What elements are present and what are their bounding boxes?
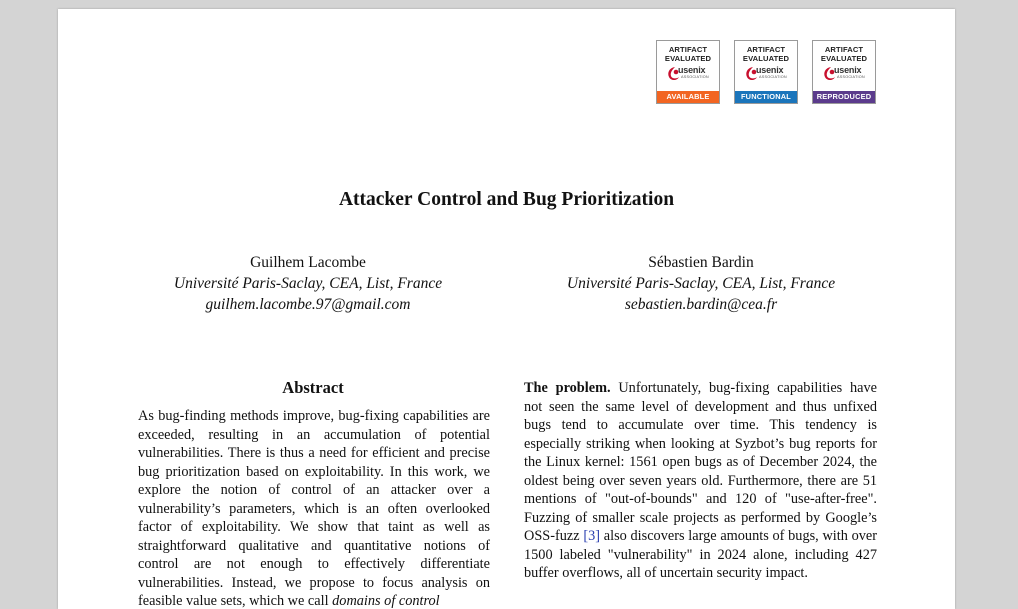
badge-available [656,40,720,104]
author-affiliation: Université Paris-Saclay, CEA, List, France [173,275,443,292]
usenix-wordmark: usenix [678,65,706,75]
author-email[interactable]: guilhem.lacombe.97@gmail.com [205,296,411,313]
problem-heading: The problem. [524,380,611,396]
usenix-wordmark: usenix [834,65,862,75]
abstract-heading: Abstract [282,378,344,397]
abstract-paragraph [138,407,490,609]
author-block-1 [128,252,488,315]
badge-status: AVAILABLE [657,91,719,103]
badge-reproduced [812,40,876,104]
artifact-badges [656,40,878,105]
paper-page [58,9,955,609]
abstract-italic-term: domains of control [332,593,440,609]
badge-status: REPRODUCED [813,91,875,103]
citation-link[interactable]: [3] [583,528,601,544]
usenix-logo [735,65,797,84]
usenix-logo [813,65,875,84]
badge-status: FUNCTIONAL [735,91,797,103]
paper-title: Attacker Control and Bug Prioritization [338,189,675,210]
author-name: Sébastien Bardin [648,254,754,271]
badge-functional [734,40,798,104]
badge-line2: EVALUATED [820,54,868,63]
badge-line1: ARTIFACT [668,45,708,54]
badge-line1: ARTIFACT [746,45,786,54]
author-block-2 [521,252,881,315]
usenix-association: ASSOCIATION [759,75,787,79]
usenix-logo [657,65,719,84]
problem-text-2: also discovers large amounts of bugs, with over 1500 labeled "vulnerability" in 2024 alone, including 427 buffer overflows, all of uncertain security impact. [524,528,878,581]
problem-paragraph [524,379,877,583]
author-name: Guilhem Lacombe [250,254,366,271]
author-affiliation: Université Paris-Saclay, CEA, List, France [566,275,836,292]
usenix-association: ASSOCIATION [837,75,865,79]
badge-line2: EVALUATED [742,54,790,63]
problem-text-1: Unfortunately, bug-fixing capabilities have not seen the same level of development and thus unfixed bugs tend to accumulate over time. This tendency is especially striking when looking at Syzbot’s bug reports for the Linux kernel: 1561 open bugs as of December 2024, the oldest being over seven years old. Furthermore, there are 51 mentions of "out-of-bounds" and 120 of "use-after-free". Fuzzing of smaller scale projects as performed by Google’s OSS-fuzz [524,380,878,544]
abstract-text: As bug-finding methods improve, bug-fixing capabilities are exceeded, resulting in an accumulation of potential vulnerabilities. There is thus a need for efficient and precise bug prioritization based on exploitability. In this work, we explore the notion of control of an attacker over a vulnerability’s parameters, which is an often overlooked factor of exploitability. We show that taint as well as straightforward qualitative and quantitative notions of control are not enough to effectively differentiate vulnerabilities. Instead, we propose to focus analysis on feasible value sets, which we call [138,408,490,609]
usenix-wordmark: usenix [756,65,784,75]
badge-line2: EVALUATED [664,54,712,63]
usenix-association: ASSOCIATION [681,75,709,79]
badge-line1: ARTIFACT [824,45,864,54]
author-email[interactable]: sebastien.bardin@cea.fr [624,296,778,313]
